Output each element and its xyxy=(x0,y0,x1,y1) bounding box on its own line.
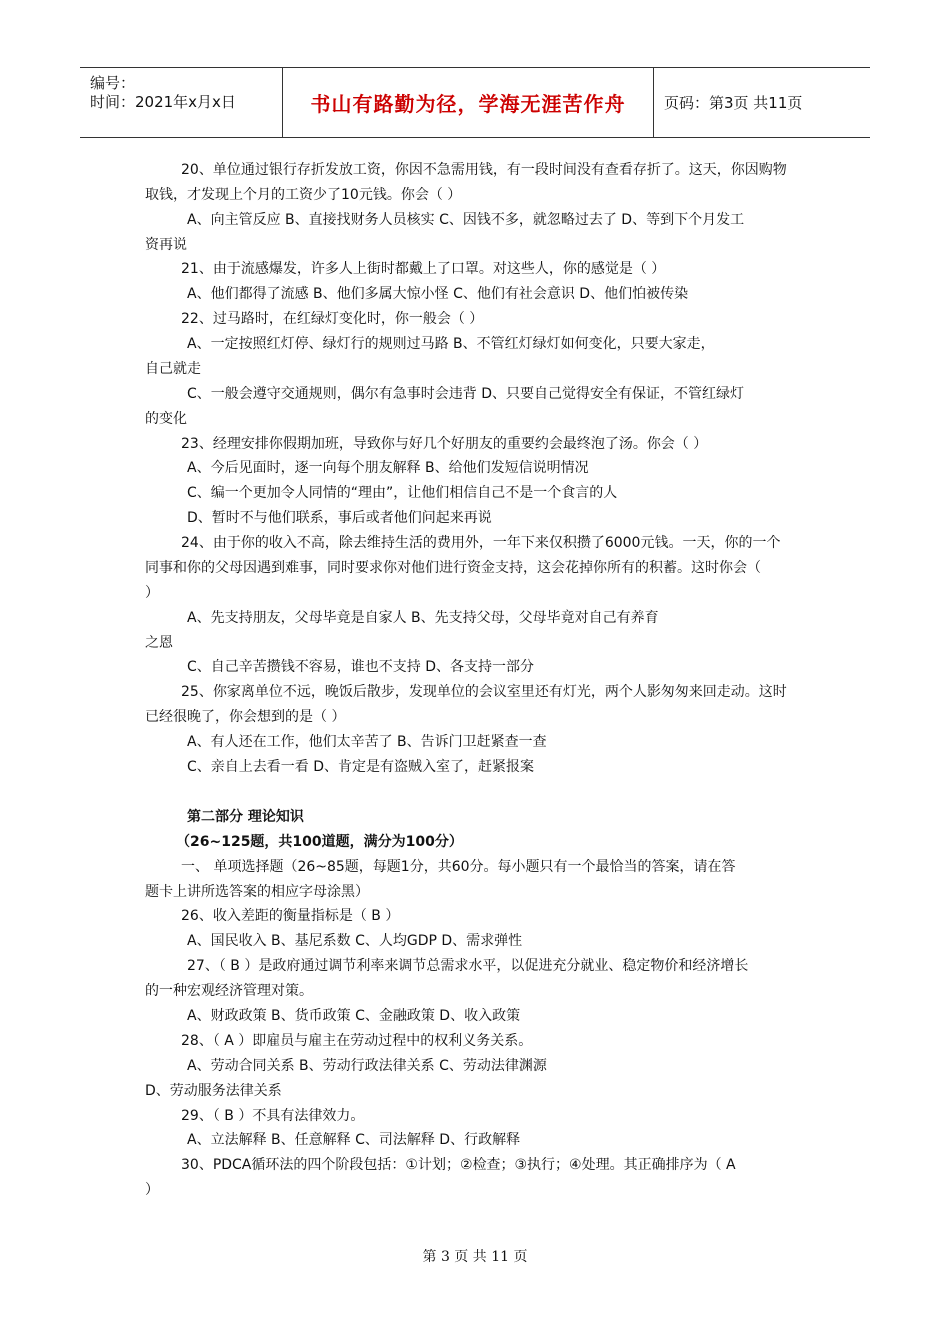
header-meta-cell xyxy=(80,68,283,137)
question-line: 29、（ B ）不具有法律效力。 xyxy=(181,1108,365,1124)
page-footer: 第 3 页 共 11 页 xyxy=(422,1249,528,1265)
instruction-line: 一、 单项选择题（26~85题，每题1分，共60分。每小题只有一个最恰当的答案，请在答 xyxy=(181,859,736,875)
option-line: C、自己辛苦攒钱不容易，谁也不支持 D、各支持一部分 xyxy=(187,659,535,675)
header-page-cell xyxy=(654,68,870,137)
question-line: 30、PDCA循环法的四个阶段包括：①计划；②检查；③执行；④处理。其正确排序为（ A xyxy=(181,1157,736,1173)
question-line: 20、单位通过银行存折发放工资，你因不急需用钱，有一段时间没有查看存折了。这天，你因购物 xyxy=(181,162,787,178)
instruction-line: 题卡上讲所选答案的相应字母涂黑） xyxy=(145,884,369,900)
option-line: A、今后见面时，逐一向每个朋友解释 B、给他们发短信说明情况 xyxy=(187,460,589,476)
question-line: 取钱，才发现上个月的工资少了10元钱。你会（ ） xyxy=(145,187,462,203)
page-label: 页码：第3页 共11页 xyxy=(664,94,803,112)
motto: 书山有路勤为径，学海无涯苦作舟 xyxy=(310,92,626,116)
section-heading: 第二部分 理论知识 xyxy=(187,809,304,825)
question-line: 25、你家离单位不远，晚饭后散步，发现单位的会议室里还有灯光，两个人影匆匆来回走动。这时 xyxy=(181,684,787,700)
option-line: C、亲自上去看一看 D、肯定是有盗贼入室了，赶紧报案 xyxy=(187,759,535,775)
question-line: 21、由于流感爆发，许多人上街时都戴上了口罩。对这些人，你的感觉是（ ） xyxy=(181,261,666,277)
question-line: ） xyxy=(145,1182,159,1198)
option-line: 的变化 xyxy=(145,411,187,427)
option-line: 之恩 xyxy=(145,635,173,651)
option-line: 自己就走 xyxy=(145,361,201,377)
option-line: A、一定按照红灯停、绿灯行的规则过马路 B、不管红灯绿灯如何变化，只要大家走， xyxy=(187,336,715,352)
question-line: 23、经理安排你假期加班，导致你与好几个好朋友的重要约会最终泡了汤。你会（ ） xyxy=(181,436,708,452)
question-line: 26、收入差距的衡量指标是（ B ） xyxy=(181,908,400,924)
section-subheading: （26~125题，共100道题，满分为100分） xyxy=(176,834,463,850)
date-label: 时间：2021年x月x日 xyxy=(90,93,236,111)
question-line: 的一种宏观经济管理对策。 xyxy=(145,983,313,999)
option-line: D、暂时不与他们联系，事后或者他们问起来再说 xyxy=(187,510,492,526)
header-motto-cell xyxy=(283,68,654,137)
option-line: A、向主管反应 B、直接找财务人员核实 C、因钱不多，就忽略过去了 D、等到下个月发工 xyxy=(187,212,745,228)
page-header xyxy=(80,67,870,138)
option-line: A、有人还在工作，他们太辛苦了 B、告诉门卫赶紧查一查 xyxy=(187,734,547,750)
option-line: A、劳动合同关系 B、劳动行政法律关系 C、劳动法律渊源 xyxy=(187,1058,547,1074)
question-line: 24、由于你的收入不高，除去维持生活的费用外，一年下来仅积攒了6000元钱。一天，你的一个 xyxy=(181,535,781,551)
option-line: A、财政政策 B、货币政策 C、金融政策 D、收入政策 xyxy=(187,1008,521,1024)
question-line: 22、过马路时，在红绿灯变化时，你一般会（ ） xyxy=(181,311,484,327)
question-line: 28、（ A ）即雇员与雇主在劳动过程中的权利义务关系。 xyxy=(181,1033,533,1049)
option-line: A、先支持朋友，父母毕竟是自家人 B、先支持父母，父母毕竟对自己有养育 xyxy=(187,610,659,626)
option-line: A、立法解释 B、任意解释 C、司法解释 D、行政解释 xyxy=(187,1132,521,1148)
question-line: ） xyxy=(145,585,159,601)
option-line: A、他们都得了流感 B、他们多属大惊小怪 C、他们有社会意识 D、他们怕被传染 xyxy=(187,286,689,302)
question-line: 27、（ B ）是政府通过调节利率来调节总需求水平，以促进充分就业、稳定物价和经济增长 xyxy=(187,958,749,974)
option-line: C、一般会遵守交通规则，偶尔有急事时会违背 D、只要自己觉得安全有保证，不管红绿灯 xyxy=(187,386,745,402)
option-line: D、劳动服务法律关系 xyxy=(145,1083,282,1099)
option-line: A、国民收入 B、基尼系数 C、人均GDP D、需求弹性 xyxy=(187,933,523,949)
option-line: C、编一个更加令人同情的“理由”，让他们相信自己不是一个食言的人 xyxy=(187,485,618,501)
question-line: 同事和你的父母因遇到难事，同时要求你对他们进行资金支持，这会花掉你所有的积蓄。这时你会（ xyxy=(145,560,761,576)
question-line: 已经很晚了，你会想到的是（ ） xyxy=(145,709,346,725)
number-label: 编号： xyxy=(90,74,136,92)
option-line: 资再说 xyxy=(145,237,187,253)
